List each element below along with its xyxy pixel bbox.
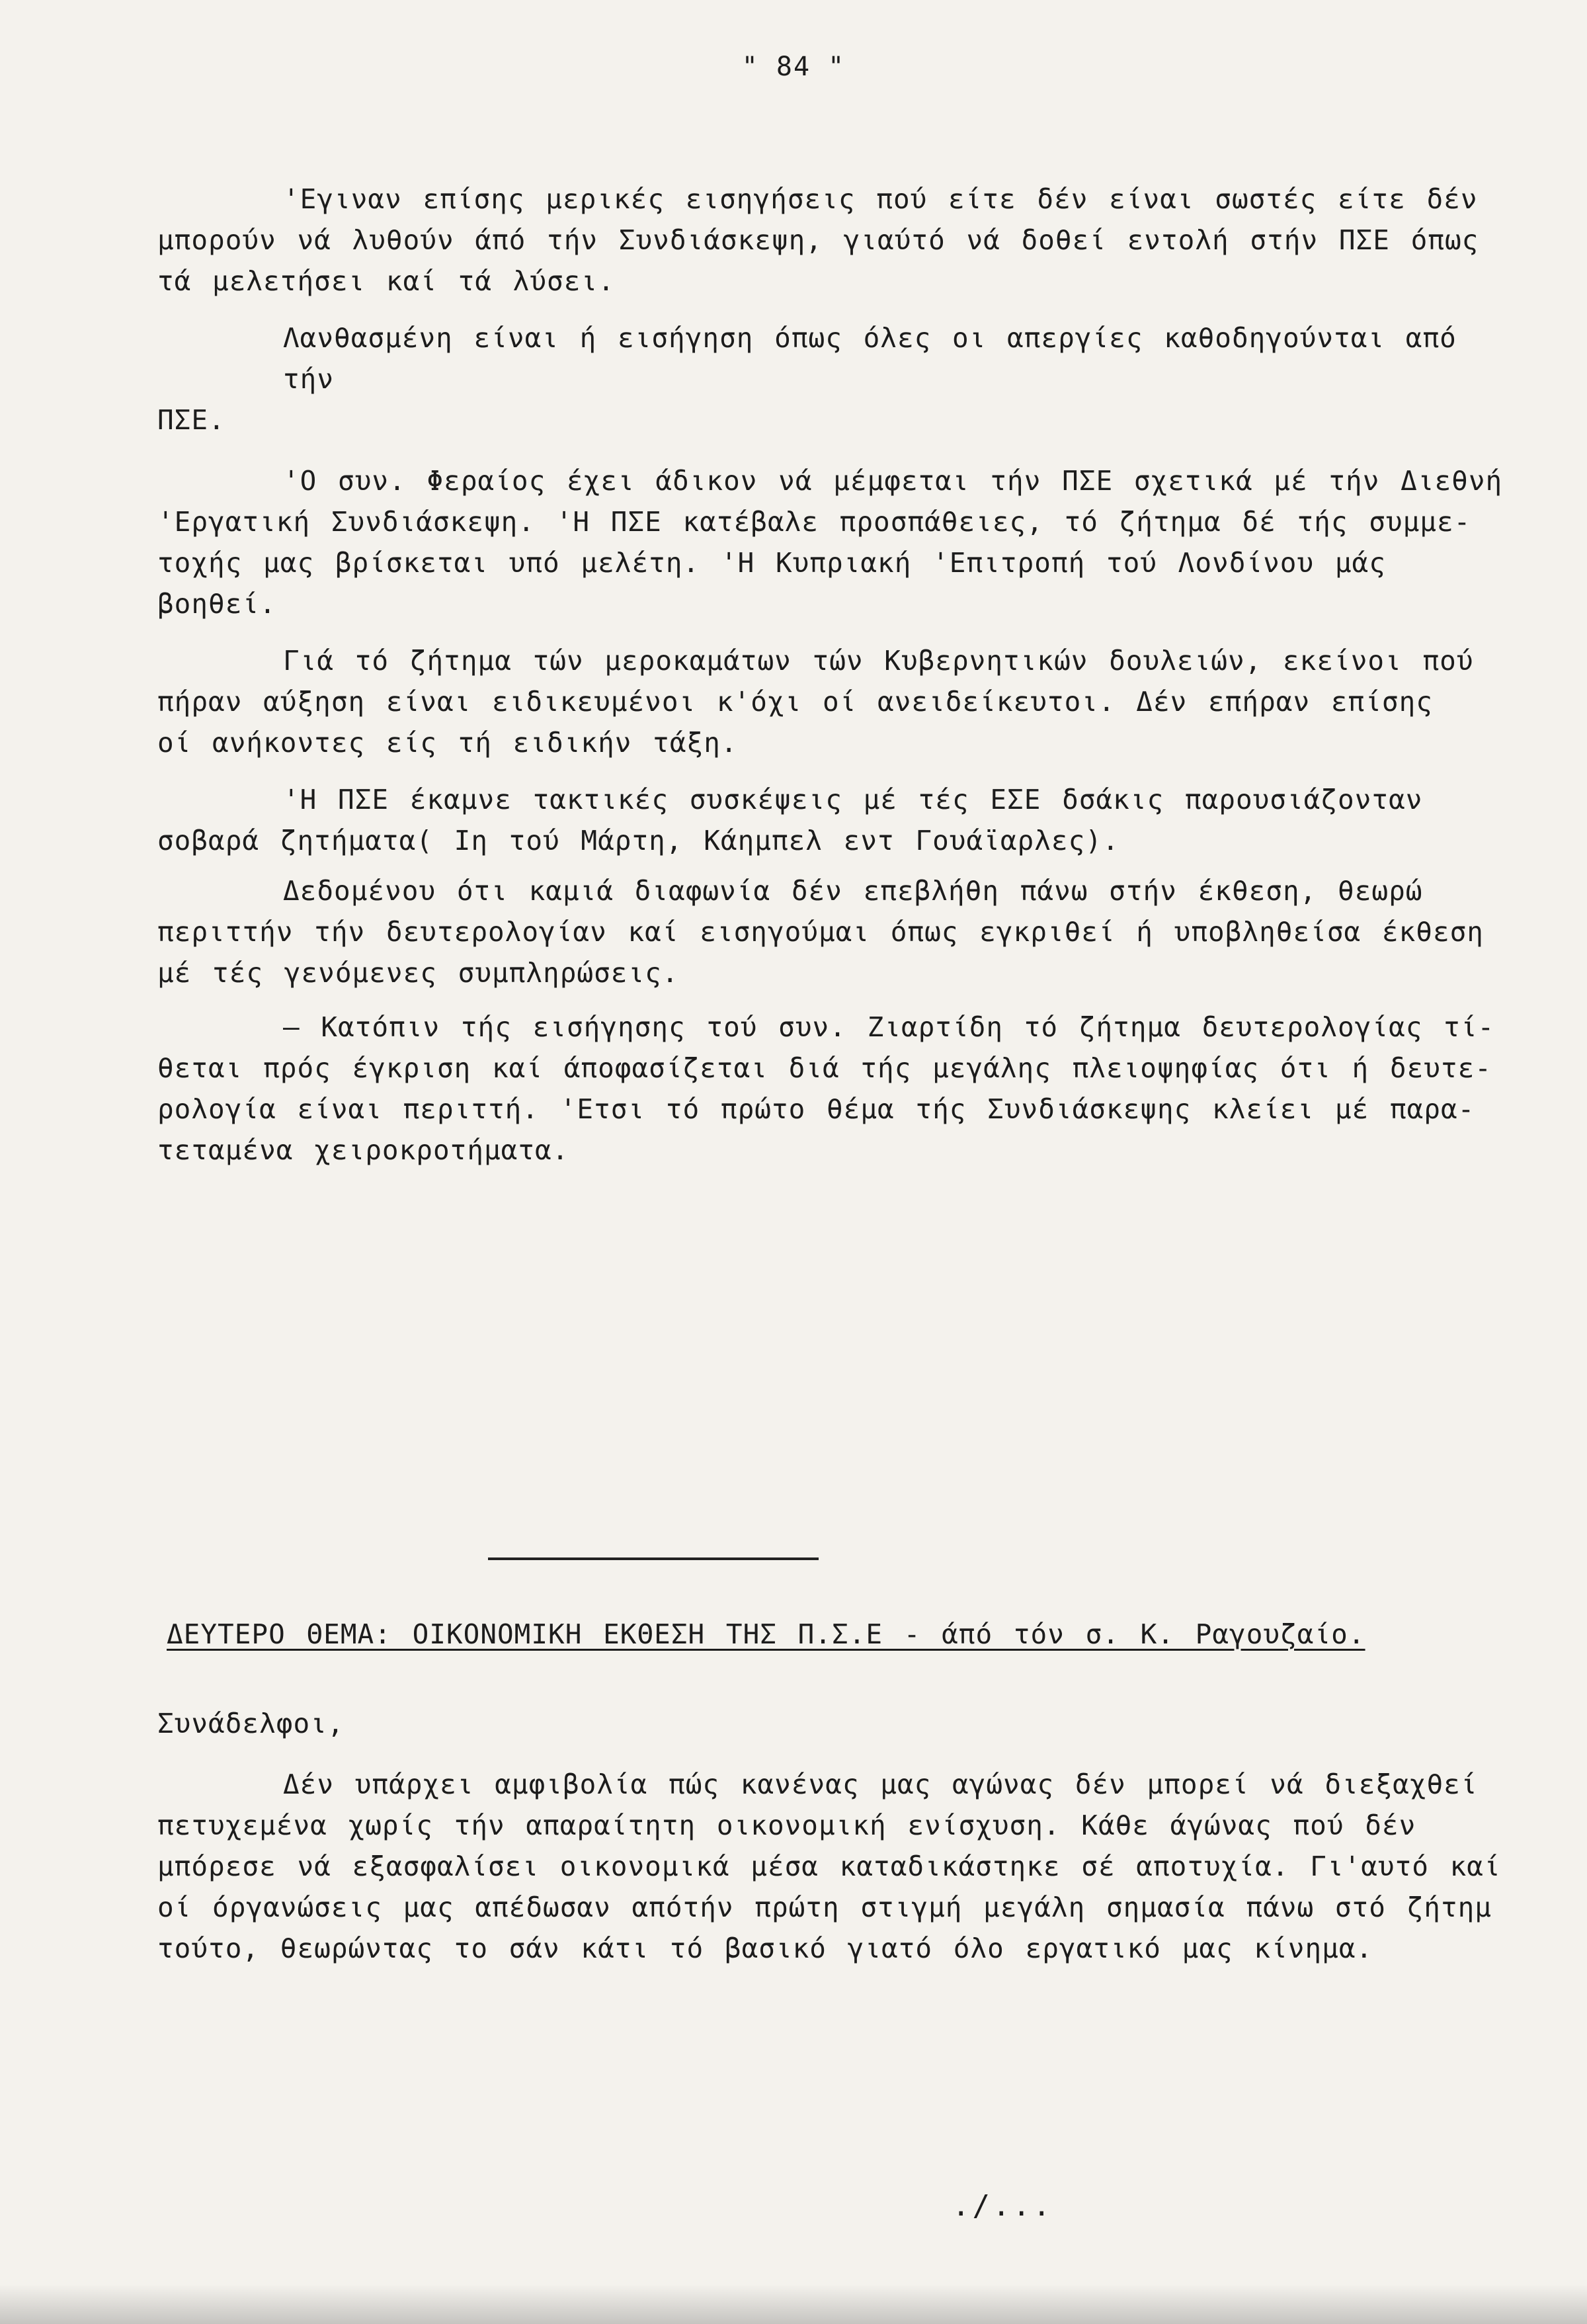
- text-line: Γιά τό ζήτημα τών μεροκαμάτων τών Κυβερνητικών δουλειών, εκείνοι πού: [283, 645, 1474, 677]
- text-line: ΠΣΕ.: [157, 404, 225, 436]
- section-divider: [488, 1557, 819, 1560]
- text-line: τούτο, θεωρώντας το σάν κάτι τό βασικό γιατό όλο εργατικό μας κίνημα.: [157, 1932, 1373, 1964]
- text-line: βοηθεί.: [157, 588, 276, 620]
- text-line: μέ τές γενόμενες συμπληρώσεις.: [157, 957, 679, 989]
- text-line: Δεδομένου ότι καμιά διαφωνία δέν επεβλήθη πάνω στήν έκθεση, θεωρώ: [283, 875, 1423, 907]
- text-line: Λανθασμένη είναι ή εισήγηση όπως όλες οι απεργίες καθοδηγούνται από τήν: [283, 322, 1457, 395]
- text-line: τεταμένα χειροκροτήματα.: [157, 1134, 569, 1166]
- text-line: σοβαρά ζητήματα( Ιη τού Μάρτη, Κάημπελ εντ Γουάϊαρλες).: [157, 825, 1119, 856]
- text-line: ρολογία είναι περιττή. 'Ετσι τό πρώτο θέμα τής Συνδιάσκεψης κλείει μέ παρα-: [157, 1093, 1475, 1125]
- text-line: οί ανήκοντες είς τή ειδικήν τάξη.: [157, 727, 738, 759]
- section-1-text: [157, 179, 1520, 1171]
- text-line: — Κατόπιν τής εισήγησης τού συν. Ζιαρτίδη τό ζήτημα δευτερολογίας τί-: [283, 1011, 1495, 1043]
- text-line: περιττήν τήν δευτερολογίαν καί εισηγούμαι όπως εγκριθεί ή υποβληθείσα έκθεση: [157, 916, 1484, 948]
- text-line: οί όργανώσεις μας απέδωσαν απότήν πρώτη στιγμή μεγάλη σημασία πάνω στό ζήτημ: [157, 1891, 1492, 1923]
- text-line: Συνάδελφοι,: [157, 1708, 345, 1739]
- text-line: πήραν αύξηση είναι ειδικευμένοι κ'όχι οί ανειδείκευτοι. Δέν επήραν επίσης: [157, 686, 1433, 718]
- text-line: 'Ο συν. Φεραίος έχει άδικον νά μέμφεται τήν ΠΣΕ σχετικά μέ τήν Διεθνή: [283, 465, 1503, 497]
- text-line: 'Η ΠΣΕ έκαμνε τακτικές συσκέψεις μέ τές ΕΣΕ δσάκις παρουσιάζονταν: [283, 784, 1423, 815]
- continuation-mark: ./...: [952, 2189, 1053, 2223]
- section-heading: ΔΕΥΤΕΡΟ ΘΕΜΑ: ΟΙΚΟΝΟΜΙΚΗ ΕΚΘΕΣΗ ΤΗΣ Π.Σ.Ε - άπό τόν σ. Κ. Ραγουζαίο.: [167, 1618, 1365, 1650]
- section-2-text: [157, 1703, 1520, 1969]
- text-line: πετυχεμένα χωρίς τήν απαραίτητη οικονομική ενίσχυση. Κάθε άγώνας πού δέν: [157, 1809, 1416, 1841]
- text-line: Δέν υπάρχει αμφιβολία πώς κανένας μας αγώνας δέν μπορεί νά διεξαχθεί: [283, 1768, 1478, 1800]
- page-number: " 84 ": [741, 52, 846, 82]
- text-line: μπόρεσε νά εξασφαλίσει οικονομικά μέσα καταδικάστηκε σέ αποτυχία. Γι'αυτό καί: [157, 1850, 1501, 1882]
- text-line: τά μελετήσει καί τά λύσει.: [157, 265, 615, 297]
- text-line: 'Εργατική Συνδιάσκεψη. 'Η ΠΣΕ κατέβαλε προσπάθειες, τό ζήτημα δέ τής συμμε-: [157, 506, 1471, 538]
- text-line: τοχής μας βρίσκεται υπό μελέτη. 'Η Κυπριακή 'Επιτροπή τού Λονδίνου μάς: [157, 547, 1386, 579]
- text-line: 'Εγιναν επίσης μερικές εισηγήσεις πού είτε δέν είναι σωστές είτε δέν: [283, 183, 1478, 215]
- text-line: μπορούν νά λυθούν άπό τήν Συνδιάσκεψη, γιαύτό νά δοθεί εντολή στήν ΠΣΕ όπως: [157, 224, 1479, 256]
- text-line: θεται πρός έγκριση καί άποφασίζεται διά τής μεγάλης πλειοψηφίας ότι ή δευτε-: [157, 1052, 1492, 1084]
